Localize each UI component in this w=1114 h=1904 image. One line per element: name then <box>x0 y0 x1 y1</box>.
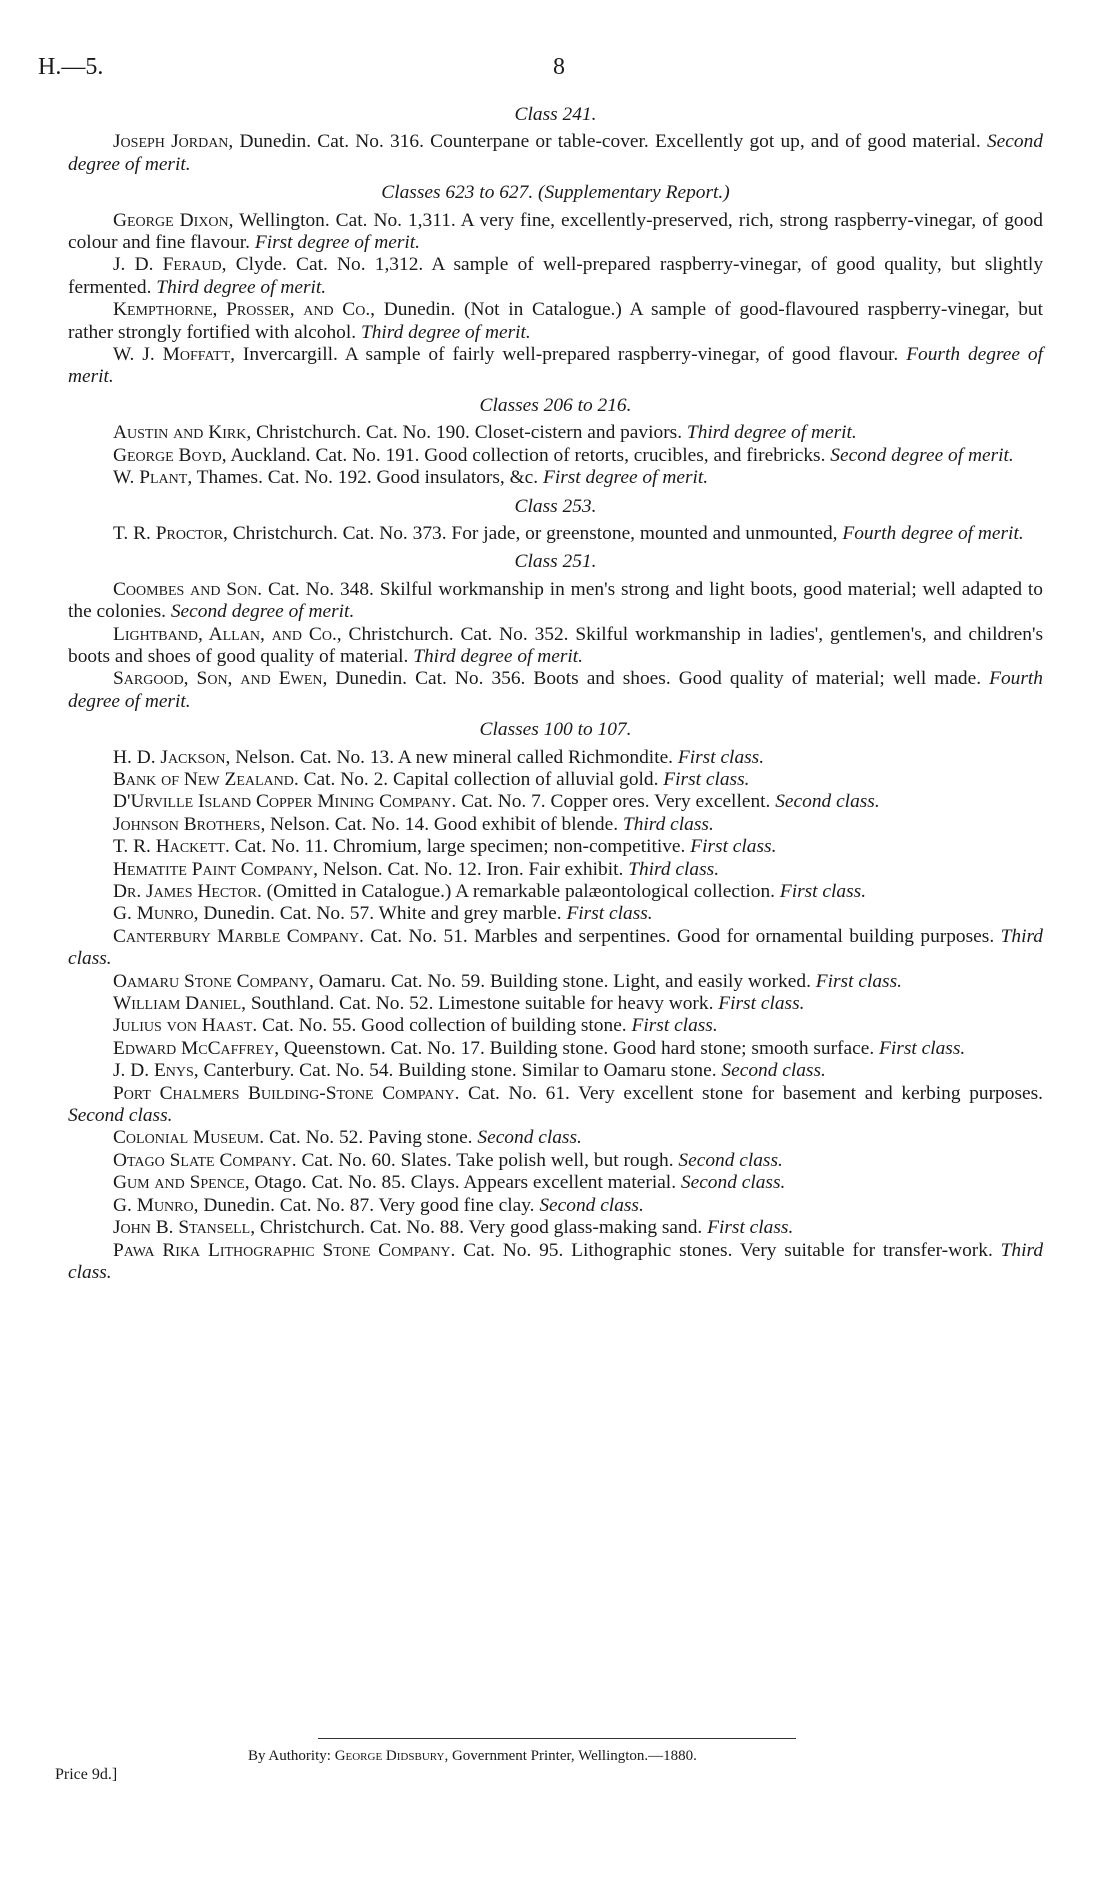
exhibit-entry <box>68 971 1043 993</box>
exhibitor-name: Lightband, Allan, and Co., <box>113 623 342 645</box>
entry-description: Dunedin. Cat. No. 57. White and grey marble. <box>198 903 567 925</box>
entry-description: Canterbury. Cat. No. 54. Building stone. Similar to Oamaru stone. <box>198 1060 722 1082</box>
exhibitor-name: W. Plant, <box>113 467 193 489</box>
exhibit-entry <box>68 422 1043 444</box>
entry-description: Nelson. Cat. No. 12. Iron. Fair exhibit. <box>317 858 629 880</box>
award-grade: Third degree of merit. <box>156 276 327 298</box>
entry-description: Southland. Cat. No. 52. Limestone suitable for heavy work. <box>245 993 719 1015</box>
entry-description: Christchurch. Cat. No. 190. Closet-cistern and paviors. <box>251 422 687 444</box>
exhibit-entry <box>68 624 1043 669</box>
exhibitor-name: John B. Stansell, <box>113 1217 256 1239</box>
entry-description: Christchurch. Cat. No. 373. For jade, or greenstone, mounted and unmounted, <box>227 522 843 544</box>
exhibit-entry <box>68 1172 1043 1194</box>
entry-description: Christchurch. Cat. No. 352. Skilful workmanship in ladies', gentlemen's, and children's boots and shoes of good quality of material. <box>68 623 1043 667</box>
exhibit-entry <box>68 1127 1043 1149</box>
exhibitor-name: Port Chalmers Building-Stone Company. <box>113 1082 460 1104</box>
award-grade: First class. <box>677 746 765 768</box>
exhibit-entry <box>68 859 1043 881</box>
entry-description: Dunedin. Cat. No. 87. Very good fine clay. <box>198 1194 540 1216</box>
exhibitor-name: William Daniel, <box>113 993 246 1015</box>
section-heading: Classes 206 to 216. <box>479 394 632 416</box>
award-grade: Fourth degree of merit. <box>68 668 1043 712</box>
exhibitor-name: Gum and Spence, <box>113 1172 250 1194</box>
exhibitor-name: T. R. Proctor, <box>113 522 228 544</box>
exhibit-entry <box>68 445 1043 467</box>
award-grade: Third degree of merit. <box>360 321 531 343</box>
exhibitor-name: Hematite Paint Company, <box>113 858 318 880</box>
award-grade: First class. <box>690 836 777 858</box>
section-heading: Class 253. <box>514 495 597 517</box>
page-number: 8 <box>553 54 565 80</box>
award-grade: Third degree of merit. <box>413 645 584 667</box>
award-grade: First degree of merit. <box>254 232 420 254</box>
entry-description: Thames. Cat. No. 192. Good insulators, &c. <box>192 467 543 489</box>
class-section <box>68 182 1043 389</box>
exhibit-entry <box>68 814 1043 836</box>
exhibit-entry <box>68 1038 1043 1060</box>
exhibitor-name: G. Munro, <box>113 903 199 925</box>
exhibitor-name: Oamaru Stone Company, <box>113 970 314 992</box>
class-section <box>68 551 1043 713</box>
exhibitor-name: Johnson Brothers, <box>113 813 266 835</box>
entry-description: Cat. No. 60. Slates. Take polish well, but rough. <box>296 1149 679 1171</box>
award-grade: First class. <box>566 903 653 925</box>
exhibit-entry <box>68 1083 1043 1128</box>
section-heading: Class 241. <box>514 104 597 125</box>
entry-description: Invercargill. A sample of fairly well-prepared raspberry-vinegar, of good flavour. <box>235 344 907 366</box>
entry-description: Clyde. Cat. No. 1,312. A sample of well-prepared raspberry-vinegar, of good quality, but slightly fermented. <box>68 254 1044 298</box>
exhibitor-name: Joseph Jordan, <box>113 131 234 153</box>
exhibit-entry <box>68 1217 1043 1239</box>
award-grade: Second class. <box>539 1194 644 1216</box>
exhibitor-name: J. D. Feraud, <box>113 254 227 276</box>
award-grade: Second class. <box>680 1172 786 1194</box>
entry-description: Cat. No. 11. Chromium, large specimen; non-competitive. <box>229 836 691 858</box>
exhibitor-name: Otago Slate Company. <box>113 1149 297 1171</box>
award-grade: Second class. <box>477 1127 582 1149</box>
exhibit-entry <box>68 903 1043 925</box>
award-grade: First class. <box>779 881 867 902</box>
award-grade: First class. <box>707 1217 794 1239</box>
entry-description: Nelson. Cat. No. 13. A new mineral called Richmondite. <box>230 746 678 768</box>
entry-description: Cat. No. 2. Capital collection of alluvial gold. <box>298 768 664 790</box>
report-body <box>68 104 1043 1290</box>
award-grade: Second class. <box>68 1105 173 1127</box>
exhibitor-name: George Dixon, <box>113 209 234 231</box>
printer-imprint <box>248 1748 697 1765</box>
entry-description: (Omitted in Catalogue.) A remarkable palæontological collection. <box>261 881 780 902</box>
exhibitor-name: Dr. James Hector. <box>113 881 262 902</box>
exhibit-entry <box>68 791 1043 813</box>
exhibitor-name: Canterbury Marble Company. <box>113 925 364 947</box>
award-grade: Second class. <box>678 1149 783 1171</box>
entry-description: Auckland. Cat. No. 191. Good collection of retorts, crucibles, and firebricks. <box>226 444 831 466</box>
award-grade: Second class. <box>775 791 880 813</box>
section-heading: Class 251. <box>514 551 597 573</box>
award-grade: Fourth degree of merit. <box>68 344 1043 388</box>
imprint-suffix: Government Printer, Wellington.—1880. <box>448 1748 697 1764</box>
exhibitor-name: Coombes and Son. <box>113 578 263 600</box>
price-note: Price 9d.] <box>55 1766 118 1783</box>
exhibitor-name: Sargood, Son, and Ewen, <box>113 668 328 690</box>
exhibit-entry <box>68 344 1043 389</box>
exhibitor-name: J. D. Enys, <box>113 1060 199 1082</box>
exhibitor-name: Austin and Kirk, <box>113 422 252 444</box>
exhibit-entry <box>68 926 1043 971</box>
entry-description: Cat. No. 348. Skilful workmanship in men's strong and light boots, good material; well adapted to the colonies. <box>68 578 1043 623</box>
exhibit-entry <box>68 769 1043 791</box>
award-grade: First class. <box>815 970 902 992</box>
award-grade: Third class. <box>68 1239 1044 1283</box>
award-grade: First class. <box>718 993 805 1015</box>
entry-description: Oamaru. Cat. No. 59. Building stone. Light, and easily worked. <box>313 970 816 992</box>
exhibitor-name: Pawa Rika Lithographic Stone Company. <box>113 1239 456 1261</box>
exhibitor-name: D'Urville Island Copper Mining Company. <box>113 791 457 813</box>
exhibitor-name: George Boyd, <box>113 444 227 466</box>
entry-description: Queenstown. Cat. No. 17. Building stone. Good hard stone; smooth surface. <box>279 1037 880 1059</box>
award-grade: First class. <box>631 1015 718 1037</box>
award-grade: Second degree of merit. <box>170 601 355 623</box>
section-heading: Classes 100 to 107. <box>479 719 632 741</box>
exhibitor-name: Kempthorne, Prosser, and Co., <box>113 299 376 321</box>
award-grade: Third class. <box>628 858 720 880</box>
entry-description: Cat. No. 7. Copper ores. Very excellent. <box>456 791 776 813</box>
award-grade: First class. <box>663 768 750 790</box>
exhibitor-name: Julius von Haast. <box>113 1015 258 1037</box>
award-grade: Second degree of merit. <box>830 444 1014 466</box>
page-identifier: H.—5. <box>38 54 104 80</box>
exhibit-entry <box>68 131 1043 176</box>
entry-description: Cat. No. 55. Good collection of building stone. <box>257 1015 632 1037</box>
award-grade: Third degree of merit. <box>686 422 857 444</box>
exhibit-entry <box>68 881 1043 903</box>
exhibitor-name: H. D. Jackson, <box>113 746 231 768</box>
entry-description: Nelson. Cat. No. 14. Good exhibit of blende. <box>265 813 623 835</box>
exhibitor-name: Edward McCaffrey, <box>113 1037 280 1059</box>
class-section <box>68 395 1043 490</box>
exhibit-entry <box>68 668 1043 713</box>
entry-description: Cat. No. 61. Very excellent stone for basement and kerbing purposes. <box>459 1082 1043 1104</box>
award-grade: Second class. <box>721 1060 826 1082</box>
class-section <box>68 496 1043 546</box>
exhibitor-name: T. R. Hackett. <box>113 836 230 858</box>
section-heading: Classes 623 to 627. (Supplementary Report.) <box>381 182 730 204</box>
exhibit-entry <box>68 523 1043 545</box>
exhibit-entry <box>68 836 1043 858</box>
exhibit-entry <box>68 579 1043 624</box>
class-section <box>68 104 1043 176</box>
exhibit-entry <box>68 1015 1043 1037</box>
entry-description: Cat. No. 95. Lithographic stones. Very suitable for transfer-work. <box>455 1239 1001 1261</box>
award-grade: Second degree of merit. <box>68 131 1043 175</box>
exhibit-entry <box>68 1195 1043 1217</box>
exhibit-entry <box>68 1240 1043 1285</box>
award-grade: Fourth degree of merit. <box>842 522 1024 544</box>
class-section <box>68 719 1043 1284</box>
imprint-prefix: By Authority: <box>248 1748 335 1764</box>
entry-description: Christchurch. Cat. No. 88. Very good glass-making sand. <box>255 1217 708 1239</box>
exhibit-entry <box>68 1150 1043 1172</box>
footer-rule <box>318 1738 796 1739</box>
entry-description: Cat. No. 51. Marbles and serpentines. Good for ornamental building purposes. <box>363 925 1001 947</box>
entry-description: Cat. No. 52. Paving stone. <box>264 1127 478 1149</box>
entry-description: Dunedin. Cat. No. 356. Boots and shoes. Good quality of material; well made. <box>327 668 990 690</box>
exhibit-entry <box>68 299 1043 344</box>
exhibit-entry <box>68 1060 1043 1082</box>
exhibit-entry <box>68 210 1043 255</box>
exhibitor-name: G. Munro, <box>113 1194 199 1216</box>
entry-description: Otago. Cat. No. 85. Clays. Appears excellent material. <box>249 1172 681 1194</box>
imprint-printer: George Didsbury, <box>334 1748 449 1764</box>
exhibit-entry <box>68 993 1043 1015</box>
entry-description: Wellington. Cat. No. 1,311. A very fine, excellently-preserved, rich, strong raspberry-vinegar, of good colour and fine flavour. <box>68 209 1044 254</box>
award-grade: First degree of merit. <box>542 467 709 489</box>
exhibit-entry <box>68 747 1043 769</box>
exhibitor-name: Colonial Museum. <box>113 1127 265 1149</box>
entry-description: Dunedin. Cat. No. 316. Counterpane or table-cover. Excellently got up, and of good material. <box>233 131 987 153</box>
exhibit-entry <box>68 254 1043 299</box>
exhibitor-name: Bank of New Zealand. <box>113 768 299 790</box>
entry-description: Dunedin. (Not in Catalogue.) A sample of good-flavoured raspberry-vinegar, but rather strongly fortified with alcohol. <box>68 299 1043 343</box>
award-grade: First class. <box>879 1037 966 1059</box>
award-grade: Third class. <box>68 925 1043 970</box>
award-grade: Third class. <box>622 813 714 835</box>
exhibit-entry <box>68 467 1043 489</box>
exhibitor-name: W. J. Moffatt, <box>113 344 235 366</box>
